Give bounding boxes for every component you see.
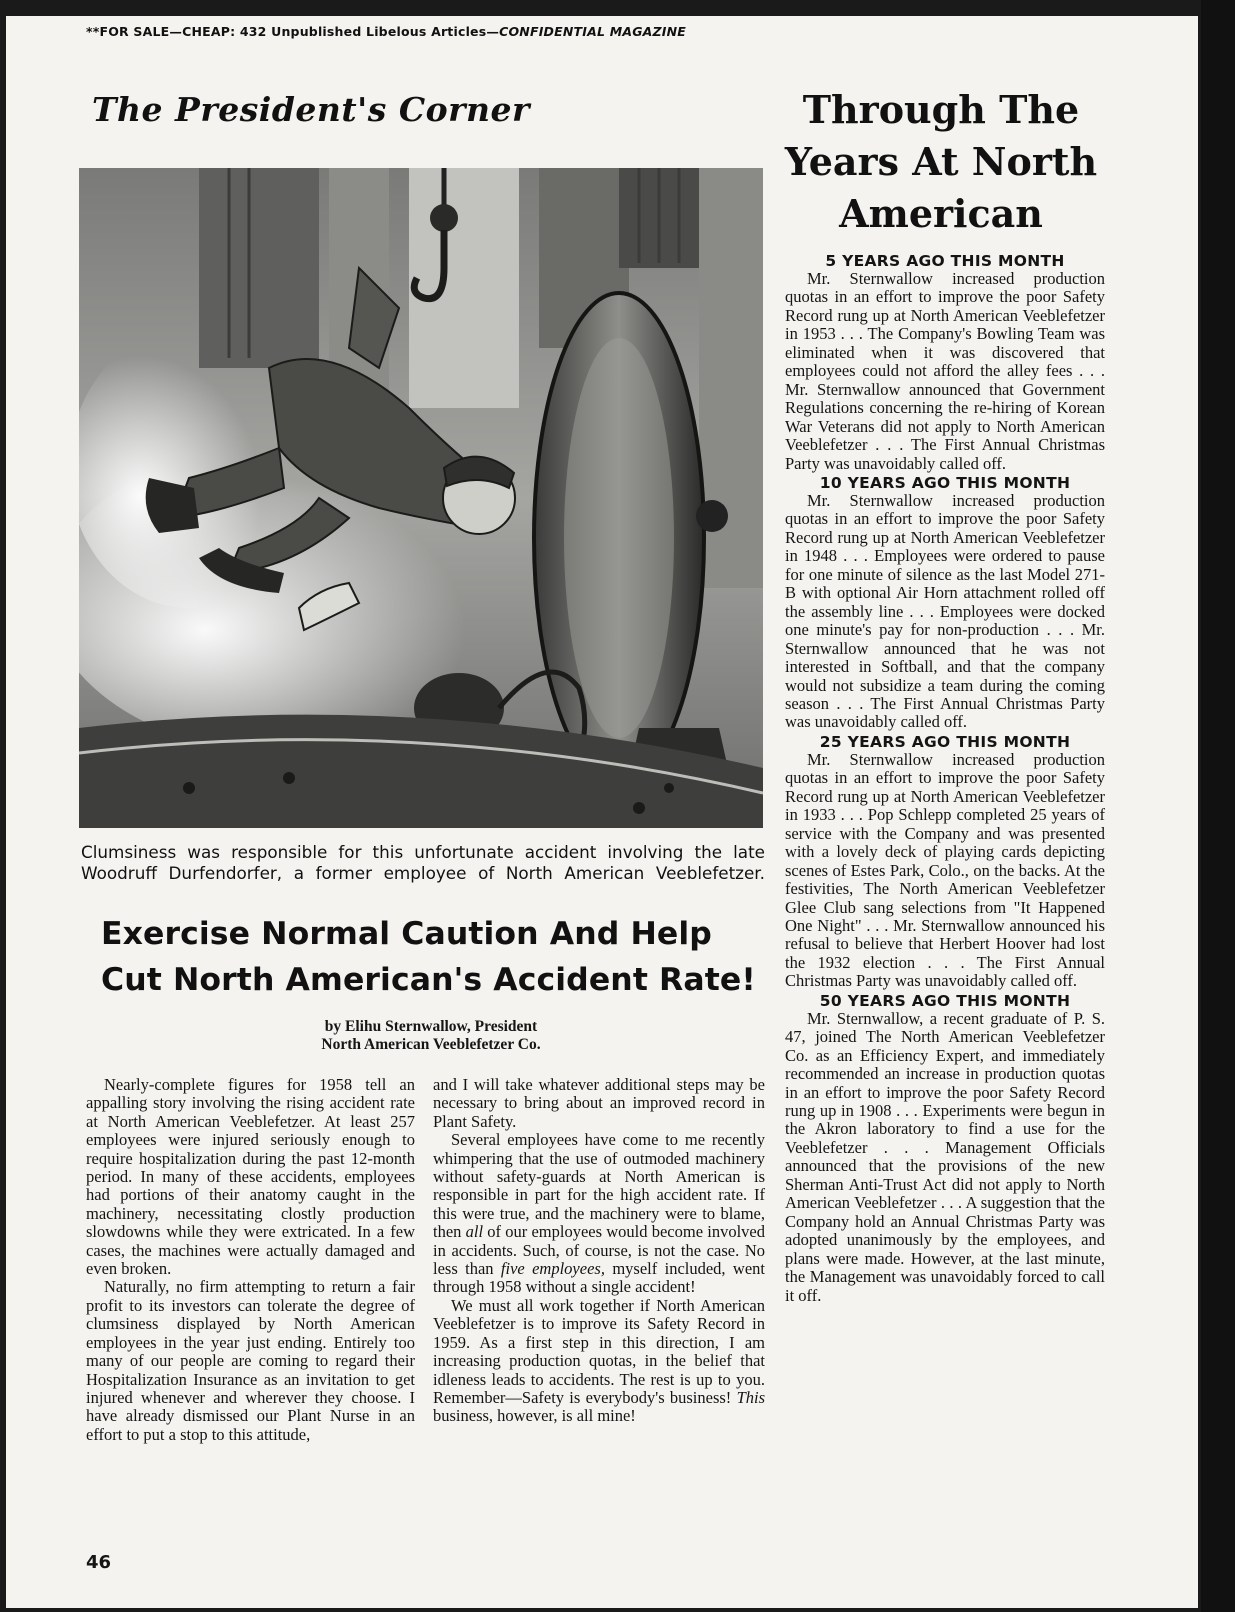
section-title: The President's Corner — [92, 90, 530, 129]
article-column-2 — [433, 1076, 765, 1426]
article-paragraph: Naturally, no firm attempting to return a fair profit to its investors can tolerate the degree of clumsiness displayed by North American employees in the year just ending. Entirely too many of our people are coming to regard their Hospitalization Insurance as an invitation to get injured whenever and wherever they choose. I have already dismissed our Plant Nurse in an effort to put a stop to this attitude, — [86, 1277, 415, 1444]
paragraph-text: myself included, went through 1958 without a single accident! — [433, 1259, 765, 1297]
scan-edge — [1201, 0, 1235, 1612]
article-paragraph: and I will take whatever additional steps may be necessary to bring about an improved record in Plant Safety. — [433, 1075, 765, 1131]
sidebar-title: Through The Years At North American — [784, 87, 1098, 236]
paragraph-text: business, however, is all mine! — [433, 1406, 636, 1426]
running-header-text: **FOR SALE—CHEAP: 432 Unpublished Libelous Articles— — [86, 24, 500, 39]
factory-accident-drawing — [79, 168, 763, 828]
sidebar-heading: 10 YEARS AGO THIS MONTH — [819, 473, 1071, 492]
emphasis-text: all — [465, 1222, 484, 1242]
article-paragraph — [433, 1297, 765, 1426]
emphasis-text: This — [736, 1387, 765, 1407]
article-headline: Exercise Normal Caution And Help Cut North American's Accident Rate! — [101, 916, 756, 998]
emphasis-text: five employees, — [500, 1259, 605, 1279]
byline-author: by Elihu Sternwallow, President — [324, 1018, 538, 1035]
paragraph-text: Several employees have come to me recently whimpering that the use of outmoded machinery without safety-guards at North American is responsible in part for the high accident rate. If this were true, and the machinery were to blame, then — [433, 1130, 765, 1242]
paragraph-text: We must all work together if North American Veeblefetzer is to improve its Safety Record in 1959. As a first step in this direction, I am increasing production quotas, in the belief that idleness leads to accidents. The rest is up to you. Remember—Safety is everybody's business! — [433, 1295, 765, 1407]
article-paragraph — [433, 1131, 765, 1297]
sidebar-heading: 25 YEARS AGO THIS MONTH — [819, 732, 1071, 751]
byline-company: North American Veeblefetzer Co. — [321, 1036, 541, 1053]
article-column-1 — [86, 1076, 415, 1444]
sidebar-text: Mr. Sternwallow increased production quotas in an effort to improve the poor Safety Record rung up at North American Veeblefetzer in 1933 . . . Pop Schlepp completed 25 years of service with the Company and was presented with a lovely deck of playing cards depicting scenes of Estes Park, Colo., on the backs. At the festivities, The North American Veeblefetzer Glee Club sang selections from "It Happened One Night" . . . Mr. Sternwallow announced his refusal to believe that Herbert Hoover had lost the 1932 election . . . The First Annual Christmas Party was unavoidably called off. — [785, 749, 1105, 991]
paragraph-text: of our employees would become involved in accidents. Such, of course, is not the case. No less than — [433, 1222, 765, 1279]
sidebar-text: Mr. Sternwallow increased production quotas in an effort to improve the poor Safety Record rung up at North American Veeblefetzer in 1953 . . . The Company's Bowling Team was eliminated when it was discovered that employees could not afford the alley fees . . . Mr. Sternwallow announced that Government Regulations concerning the re-hiring of Korean War Veterans did not apply to North American Veeblefetzer . . . The First Annual Christmas Party was unavoidably called off. — [785, 269, 1105, 473]
sidebar-column — [785, 252, 1105, 1306]
article-byline — [266, 1018, 596, 1054]
sidebar-heading: 5 YEARS AGO THIS MONTH — [825, 252, 1065, 270]
sidebar-text: Mr. Sternwallow increased production quotas in an effort to improve the poor Safety Record rung up at North American Veeblefetzer in 1948 . . . Employees were ordered to pause for one minute of silence as the last Model 271-B with optional Air Horn attachment rolled off the assembly line . . . Employees were docked one minute's pay for non-production . . . Mr. Sternwallow announced that he was not interested in Softball, and that the company would not subsidize a team during the coming season . . . The First Annual Christmas Party was unavoidably called off. — [785, 490, 1105, 732]
article-paragraph: Nearly-complete figures for 1958 tell an appalling story involving the rising accident rate at North American Veeblefetzer. At least 257 employees were injured seriously enough to require hospitalization during the past 12-month period. In many of these accidents, employees had portions of their anatomy caught in the machinery, necessitating clostly production slowdowns while they were extricated. In a few cases, the machines were actually damaged and even broken. — [86, 1075, 415, 1279]
illustration-caption: Clumsiness was responsible for this unfortunate accident involving the late Woodruff Durfendorfer, a former employee of North American Veeblefetzer. — [81, 842, 765, 883]
page-number: 46 — [86, 1552, 112, 1573]
magazine-page — [6, 16, 1198, 1608]
sidebar-heading: 50 YEARS AGO THIS MONTH — [819, 991, 1071, 1010]
accident-illustration — [79, 168, 763, 828]
sidebar-text: Mr. Sternwallow, a recent graduate of P. S. 47, joined The North American Veeblefetzer Co. as an Efficiency Expert, and immediately recommended an increase in production quotas in an effort to improve the poor Safety Record rung up in 1908 . . . Experiments were begun in the Akron laboratory to find a use for the Veeblefetzer . . . Management Officials announced that the provisions of the new Sherman Anti-Trust Act did not apply to North American Veeblefetzer . . . A suggestion that the Company hold an Annual Christmas Party was adopted unanimously by the employees, and plans were made. However, at the last minute, the Management was unavoidably forced to call it off. — [785, 1008, 1105, 1305]
running-header-magazine: CONFIDENTIAL MAGAZINE — [499, 24, 687, 39]
running-header — [86, 24, 686, 39]
